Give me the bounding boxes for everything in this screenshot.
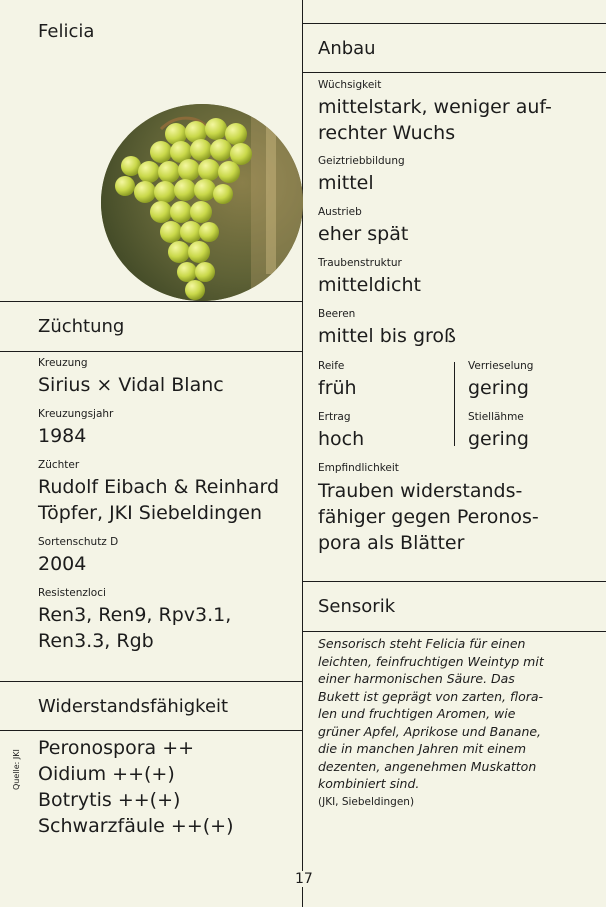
- sensorik-line: leichten, feinfruchtigen Weintyp mit: [318, 653, 544, 669]
- divider: [0, 351, 303, 352]
- value-geiztriebbildung: mittel: [318, 172, 374, 194]
- label-resistenzloci: Resistenzloci: [38, 587, 106, 599]
- resistance-item: Botrytis ++(+): [38, 789, 181, 811]
- label-zuechter: Züchter: [38, 459, 80, 471]
- label-sortenschutz: Sortenschutz D: [38, 536, 119, 548]
- value-traubenstruktur: mitteldicht: [318, 274, 421, 296]
- divider: [0, 301, 303, 302]
- divider: [302, 631, 606, 632]
- value-resistenzloci-line2: Ren3.3, Rgb: [38, 630, 154, 652]
- resistance-item: Oidium ++(+): [38, 763, 175, 785]
- section-heading-widerstand: Widerstandsfähigkeit: [38, 696, 229, 717]
- divider: [302, 23, 606, 24]
- grape-photo: [101, 104, 303, 301]
- value-verrieselung: gering: [468, 377, 529, 399]
- value-empfindlichkeit-line3: pora als Blätter: [318, 532, 465, 554]
- sensorik-line: len und fruchtigen Aromen, wie: [318, 706, 516, 721]
- sensorik-source: (JKI, Siebeldingen): [318, 796, 415, 808]
- value-kreuzung: Sirius × Vidal Blanc: [38, 374, 224, 396]
- sensorik-line: Bukett ist geprägt von zarten, flora-: [318, 688, 544, 704]
- divider: [302, 581, 606, 582]
- value-empfindlichkeit-line1: Trauben widerstands-: [318, 480, 523, 502]
- page-number: 17: [295, 871, 313, 887]
- label-traubenstruktur: Traubenstruktur: [318, 257, 402, 269]
- label-ertrag: Ertrag: [318, 411, 351, 423]
- value-austrieb: eher spät: [318, 223, 409, 245]
- variety-title: Felicia: [38, 21, 95, 42]
- resistance-item: Schwarzfäule ++(+): [38, 815, 234, 837]
- section-heading-zuechtung: Züchtung: [38, 316, 125, 337]
- value-empfindlichkeit-line2: fähiger gegen Peronos-: [318, 506, 539, 528]
- source-vertical: Quelle: JKI: [12, 749, 21, 790]
- value-wuechsigkeit-line2: rechter Wuchs: [318, 122, 456, 144]
- value-wuechsigkeit-line1: mittelstark, weniger auf-: [318, 96, 552, 118]
- divider: [302, 72, 606, 73]
- sensorik-line: Sensorisch steht Felicia für einen: [318, 636, 526, 651]
- section-heading-anbau: Anbau: [318, 38, 376, 59]
- sensorik-line: die in manchen Jahren mit einem: [318, 741, 527, 756]
- label-kreuzung: Kreuzung: [38, 357, 88, 369]
- label-verrieselung: Verrieselung: [468, 360, 534, 372]
- sensorik-line: einer harmonischen Säure. Das: [318, 671, 515, 686]
- sensorik-line: dezenten, angenehmen Muskatton: [318, 758, 537, 774]
- label-stiellaehme: Stiellähme: [468, 411, 524, 423]
- divider: [0, 730, 303, 731]
- label-austrieb: Austrieb: [318, 206, 362, 218]
- label-wuechsigkeit: Wüchsigkeit: [318, 79, 382, 91]
- value-zuechter-line1: Rudolf Eibach & Reinhard: [38, 476, 280, 498]
- label-geiztriebbildung: Geiztriebbildung: [318, 155, 405, 167]
- value-reife: früh: [318, 377, 357, 399]
- section-heading-sensorik: Sensorik: [318, 596, 396, 617]
- label-beeren: Beeren: [318, 308, 356, 320]
- sensorik-line: kombiniert sind.: [318, 776, 420, 791]
- pair-divider: [454, 362, 455, 446]
- label-kreuzungsjahr: Kreuzungsjahr: [38, 408, 114, 420]
- value-sortenschutz: 2004: [38, 553, 87, 575]
- value-beeren: mittel bis groß: [318, 325, 457, 347]
- resistance-item: Peronospora ++: [38, 737, 195, 759]
- value-kreuzungsjahr: 1984: [38, 425, 87, 447]
- divider: [0, 681, 303, 682]
- center-divider: [302, 0, 303, 907]
- value-zuechter-line2: Töpfer, JKI Siebeldingen: [38, 502, 263, 524]
- value-ertrag: hoch: [318, 428, 365, 450]
- value-resistenzloci-line1: Ren3, Ren9, Rpv3.1,: [38, 604, 232, 626]
- sensorik-line: grüner Apfel, Aprikose und Banane,: [318, 723, 542, 739]
- grape-image: [101, 104, 303, 301]
- value-stiellaehme: gering: [468, 428, 529, 450]
- label-empfindlichkeit: Empfindlichkeit: [318, 462, 399, 474]
- label-reife: Reife: [318, 360, 345, 372]
